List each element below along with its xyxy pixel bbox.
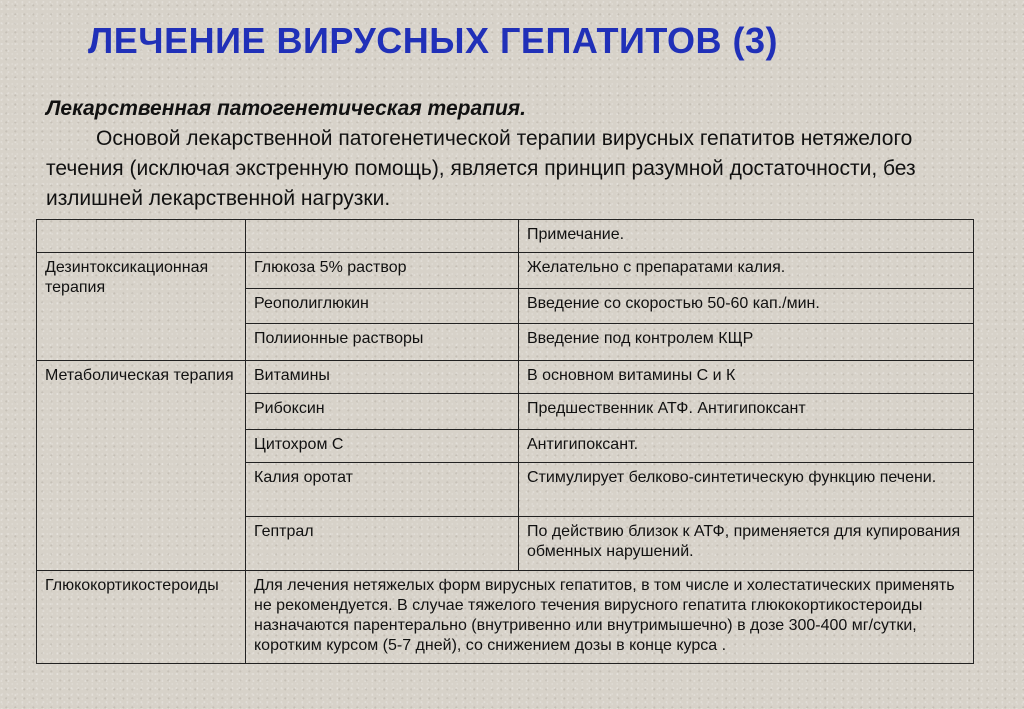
intro-text: Основой лекарственной патогенетической терапии вирусных гепатитов нетяжелого течения (исключая экстренную помощь), является принцип разумной достаточности, без излишней лекарственной нагрузки. [46,127,916,210]
drug-cell: Гептрал [246,517,519,571]
category-cell-detox: Дезинтоксикационная терапия [37,253,246,361]
note-cell: В основном витамины С и К [519,361,974,394]
intro-heading: Лекарственная патогенетическая терапия. [46,97,526,120]
note-cell: Стимулирует белково-синтетическую функцию печени. [519,463,974,517]
header-cell-category [37,220,246,253]
note-cell: По действию близок к АТФ, применяется для купирования обменных нарушений. [519,517,974,571]
drug-cell: Рибоксин [246,394,519,430]
page-title: ЛЕЧЕНИЕ ВИРУСНЫХ ГЕПАТИТОВ (3) [88,20,778,61]
drug-cell: Реополиглюкин [246,289,519,324]
header-cell-note: Примечание. [519,220,974,253]
note-cell: Антигипоксант. [519,430,974,463]
drug-cell: Калия оротат [246,463,519,517]
table-row [37,253,974,289]
note-cell: Желательно с препаратами калия. [519,253,974,289]
category-cell-metabolic: Метаболическая терапия [37,361,246,571]
therapy-table [36,219,974,664]
drug-cell: Цитохром С [246,430,519,463]
drug-cell: Полиионные растворы [246,324,519,361]
header-cell-drug [246,220,519,253]
intro-block [46,94,986,214]
table-header-row [37,220,974,253]
note-cell: Введение под контролем КЩР [519,324,974,361]
note-cell: Предшественник АТФ. Антигипоксант [519,394,974,430]
drug-cell: Глюкоза 5% раствор [246,253,519,289]
drug-cell: Витамины [246,361,519,394]
note-cell: Введение со скоростью 50-60 кап./мин. [519,289,974,324]
table-row-glucocorticoids [37,571,974,664]
table-row [37,361,974,394]
category-cell-glucocorticoids: Глюкокортикостероиды [37,571,246,664]
glucocorticoids-text-cell: Для лечения нетяжелых форм вирусных гепатитов, в том числе и холестатических применять не рекомендуется. В случае тяжелого течения вирусного гепатита глюкокортикостероиды назначаются парентерально (внутривенно или внутримышечно) в дозе 300-400 мг/сутки, коротким курсом (5-7 дней), со снижением дозы в конце курса . [246,571,974,664]
